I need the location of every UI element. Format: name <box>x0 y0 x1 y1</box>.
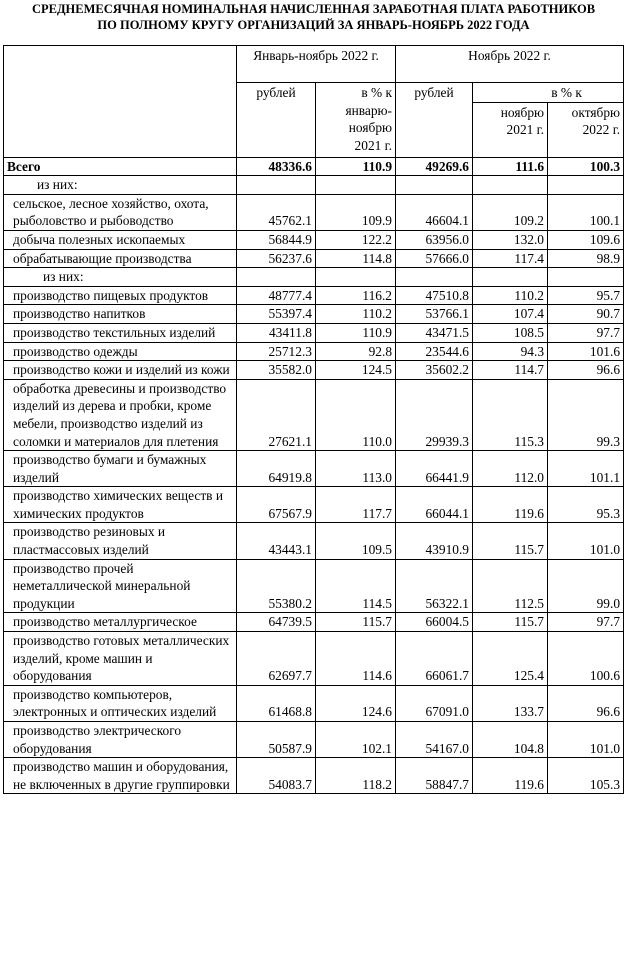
row-label: производство текстильных изделий <box>4 323 237 342</box>
cell-jan-nov-pct: 113.0 <box>316 451 396 487</box>
cell-nov-rubles: 46604.1 <box>396 194 473 230</box>
cell-nov-pct-2021: 132.0 <box>473 230 548 249</box>
cell-nov-pct-2021: 114.7 <box>473 361 548 380</box>
cell-nov-rubles: 56322.1 <box>396 559 473 613</box>
cell-jan-nov-pct: 110.2 <box>316 305 396 324</box>
cell-jan-nov-pct: 109.9 <box>316 194 396 230</box>
cell-nov-rubles: 63956.0 <box>396 230 473 249</box>
cell-nov-rubles: 29939.3 <box>396 379 473 450</box>
cell-jan-nov-rubles: 67567.9 <box>237 487 316 523</box>
cell-nov-rubles: 47510.8 <box>396 286 473 305</box>
cell-jan-nov-pct: 114.8 <box>316 249 396 268</box>
cell-nov-pct-oct: 95.3 <box>548 487 624 523</box>
cell-nov-pct-2021 <box>473 268 548 287</box>
row-label: производство одежды <box>4 342 237 361</box>
cell-jan-nov-pct: 114.6 <box>316 632 396 686</box>
row-label: из них: <box>4 268 237 287</box>
cell-jan-nov-rubles: 56844.9 <box>237 230 316 249</box>
row-label: производство напитков <box>4 305 237 324</box>
table-row <box>4 487 624 523</box>
table-row <box>4 379 624 450</box>
row-label: производство электрического оборудования <box>4 722 237 758</box>
row-label: добыча полезных ископаемых <box>4 230 237 249</box>
cell-nov-rubles: 43910.9 <box>396 523 473 559</box>
cell-jan-nov-rubles: 55397.4 <box>237 305 316 324</box>
cell-jan-nov-rubles: 43411.8 <box>237 323 316 342</box>
cell-jan-nov-rubles <box>237 268 316 287</box>
cell-jan-nov-rubles: 55380.2 <box>237 559 316 613</box>
cell-nov-pct-2021: 107.4 <box>473 305 548 324</box>
row-label: производство пищевых продуктов <box>4 286 237 305</box>
cell-nov-pct-2021: 112.5 <box>473 559 548 613</box>
cell-jan-nov-rubles: 48336.6 <box>237 157 316 176</box>
cell-nov-pct-oct: 96.6 <box>548 685 624 721</box>
header-rubles-2: рублей <box>396 83 473 158</box>
cell-jan-nov-pct: 116.2 <box>316 286 396 305</box>
table-row <box>4 685 624 721</box>
cell-nov-pct-oct: 100.1 <box>548 194 624 230</box>
cell-nov-pct-2021: 115.3 <box>473 379 548 450</box>
cell-nov-pct-oct: 98.9 <box>548 249 624 268</box>
cell-jan-nov-pct <box>316 268 396 287</box>
header-nov-2021: ноябрю 2021 г. <box>473 102 548 157</box>
cell-nov-pct-oct: 100.3 <box>548 157 624 176</box>
header-period-jan-nov: Январь-ноябрь 2022 г. <box>237 46 396 83</box>
cell-nov-rubles: 66061.7 <box>396 632 473 686</box>
table-row <box>4 323 624 342</box>
cell-nov-pct-oct: 109.6 <box>548 230 624 249</box>
cell-jan-nov-rubles: 43443.1 <box>237 523 316 559</box>
cell-nov-pct-2021 <box>473 176 548 195</box>
cell-nov-pct-2021: 115.7 <box>473 523 548 559</box>
cell-nov-pct-2021: 133.7 <box>473 685 548 721</box>
cell-jan-nov-pct: 117.7 <box>316 487 396 523</box>
cell-jan-nov-pct: 122.2 <box>316 230 396 249</box>
cell-jan-nov-rubles: 48777.4 <box>237 286 316 305</box>
row-label: производство машин и оборудования, не включенных в другие группировки <box>4 758 237 794</box>
table-row <box>4 758 624 794</box>
row-label: производство готовых металлических изделий, кроме машин и оборудования <box>4 632 237 686</box>
table-row <box>4 230 624 249</box>
table-row <box>4 194 624 230</box>
cell-nov-rubles <box>396 176 473 195</box>
cell-jan-nov-rubles: 54083.7 <box>237 758 316 794</box>
table-row <box>4 305 624 324</box>
cell-nov-pct-oct: 101.1 <box>548 451 624 487</box>
cell-jan-nov-rubles: 25712.3 <box>237 342 316 361</box>
cell-jan-nov-pct: 92.8 <box>316 342 396 361</box>
header-rubles-1: рублей <box>237 83 316 158</box>
cell-nov-pct-oct: 101.6 <box>548 342 624 361</box>
cell-nov-pct-oct: 96.6 <box>548 361 624 380</box>
cell-jan-nov-rubles: 64919.8 <box>237 451 316 487</box>
row-label: производство кожи и изделий из кожи <box>4 361 237 380</box>
table-row <box>4 286 624 305</box>
cell-nov-rubles: 66004.5 <box>396 613 473 632</box>
cell-jan-nov-rubles: 56237.6 <box>237 249 316 268</box>
cell-nov-rubles: 53766.1 <box>396 305 473 324</box>
table-row <box>4 157 624 176</box>
cell-nov-rubles: 35602.2 <box>396 361 473 380</box>
cell-nov-rubles: 43471.5 <box>396 323 473 342</box>
cell-nov-pct-2021: 109.2 <box>473 194 548 230</box>
cell-jan-nov-pct: 110.9 <box>316 157 396 176</box>
title-line-1: СРЕДНЕМЕСЯЧНАЯ НОМИНАЛЬНАЯ НАЧИСЛЕННАЯ ЗАРАБОТНАЯ ПЛАТА РАБОТНИКОВ <box>31 2 596 16</box>
cell-jan-nov-pct: 110.0 <box>316 379 396 450</box>
table-row <box>4 722 624 758</box>
cell-nov-pct-oct: 90.7 <box>548 305 624 324</box>
cell-nov-pct-2021: 112.0 <box>473 451 548 487</box>
cell-nov-pct-oct <box>548 268 624 287</box>
cell-nov-pct-2021: 108.5 <box>473 323 548 342</box>
cell-nov-pct-oct: 99.3 <box>548 379 624 450</box>
cell-nov-pct-2021: 119.6 <box>473 487 548 523</box>
cell-jan-nov-pct: 102.1 <box>316 722 396 758</box>
header-empty-cell <box>4 46 237 158</box>
table-row <box>4 632 624 686</box>
cell-jan-nov-pct: 109.5 <box>316 523 396 559</box>
row-label: производство прочей неметаллической минеральной продукции <box>4 559 237 613</box>
cell-nov-pct-oct <box>548 176 624 195</box>
cell-nov-pct-oct: 95.7 <box>548 286 624 305</box>
row-label: производство химических веществ и химических продуктов <box>4 487 237 523</box>
cell-nov-pct-oct: 97.7 <box>548 323 624 342</box>
cell-jan-nov-rubles: 64739.5 <box>237 613 316 632</box>
cell-jan-nov-rubles <box>237 176 316 195</box>
cell-nov-rubles: 66441.9 <box>396 451 473 487</box>
row-label: обрабатывающие производства <box>4 249 237 268</box>
cell-jan-nov-pct: 115.7 <box>316 613 396 632</box>
row-label: обработка древесины и производство изделий из дерева и пробки, кроме мебели, производство изделий из соломки и материалов для плетения <box>4 379 237 450</box>
header-period-nov: Ноябрь 2022 г. <box>396 46 624 83</box>
cell-nov-pct-oct: 99.0 <box>548 559 624 613</box>
cell-nov-pct-2021: 111.6 <box>473 157 548 176</box>
subheading-row <box>4 268 624 287</box>
row-label: сельское, лесное хозяйство, охота, рыболовство и рыбоводство <box>4 194 237 230</box>
cell-jan-nov-pct <box>316 176 396 195</box>
header-pct-jan-nov: в % к январю- ноябрю 2021 г. <box>316 83 396 158</box>
cell-nov-pct-2021: 119.6 <box>473 758 548 794</box>
table-row <box>4 451 624 487</box>
cell-jan-nov-rubles: 61468.8 <box>237 685 316 721</box>
document-title <box>0 0 627 33</box>
header-pct-to: в % к <box>473 83 624 103</box>
cell-jan-nov-rubles: 50587.9 <box>237 722 316 758</box>
cell-jan-nov-pct: 124.6 <box>316 685 396 721</box>
cell-nov-pct-2021: 117.4 <box>473 249 548 268</box>
cell-nov-rubles: 67091.0 <box>396 685 473 721</box>
row-label: из них: <box>4 176 237 195</box>
cell-nov-rubles: 23544.6 <box>396 342 473 361</box>
table-row <box>4 523 624 559</box>
title-line-2: ПО ПОЛНОМУ КРУГУ ОРГАНИЗАЦИЙ ЗА ЯНВАРЬ-НОЯБРЬ 2022 ГОДА <box>97 18 530 32</box>
cell-nov-rubles: 49269.6 <box>396 157 473 176</box>
header-oct-2022: октябрю 2022 г. <box>548 102 624 157</box>
cell-nov-rubles: 57666.0 <box>396 249 473 268</box>
subheading-row <box>4 176 624 195</box>
salary-table <box>3 45 624 794</box>
cell-jan-nov-pct: 110.9 <box>316 323 396 342</box>
cell-nov-pct-oct: 101.0 <box>548 523 624 559</box>
table-row <box>4 559 624 613</box>
row-label: производство бумаги и бумажных изделий <box>4 451 237 487</box>
cell-nov-pct-oct: 97.7 <box>548 613 624 632</box>
table-row <box>4 342 624 361</box>
cell-jan-nov-rubles: 45762.1 <box>237 194 316 230</box>
header-row-1 <box>4 46 624 83</box>
cell-nov-rubles: 58847.7 <box>396 758 473 794</box>
cell-nov-pct-oct: 105.3 <box>548 758 624 794</box>
row-label: производство резиновых и пластмассовых изделий <box>4 523 237 559</box>
cell-nov-pct-2021: 115.7 <box>473 613 548 632</box>
row-label: Всего <box>4 157 237 176</box>
cell-nov-pct-2021: 104.8 <box>473 722 548 758</box>
cell-nov-pct-2021: 110.2 <box>473 286 548 305</box>
row-label: производство металлургическое <box>4 613 237 632</box>
cell-jan-nov-rubles: 27621.1 <box>237 379 316 450</box>
row-label: производство компьютеров, электронных и оптических изделий <box>4 685 237 721</box>
cell-jan-nov-rubles: 62697.7 <box>237 632 316 686</box>
table-row <box>4 613 624 632</box>
cell-nov-pct-2021: 125.4 <box>473 632 548 686</box>
cell-nov-rubles: 54167.0 <box>396 722 473 758</box>
cell-nov-rubles: 66044.1 <box>396 487 473 523</box>
table-row <box>4 361 624 380</box>
cell-nov-pct-oct: 100.6 <box>548 632 624 686</box>
cell-jan-nov-rubles: 35582.0 <box>237 361 316 380</box>
cell-jan-nov-pct: 114.5 <box>316 559 396 613</box>
cell-jan-nov-pct: 124.5 <box>316 361 396 380</box>
cell-jan-nov-pct: 118.2 <box>316 758 396 794</box>
table-row <box>4 249 624 268</box>
cell-nov-rubles <box>396 268 473 287</box>
cell-nov-pct-2021: 94.3 <box>473 342 548 361</box>
cell-nov-pct-oct: 101.0 <box>548 722 624 758</box>
